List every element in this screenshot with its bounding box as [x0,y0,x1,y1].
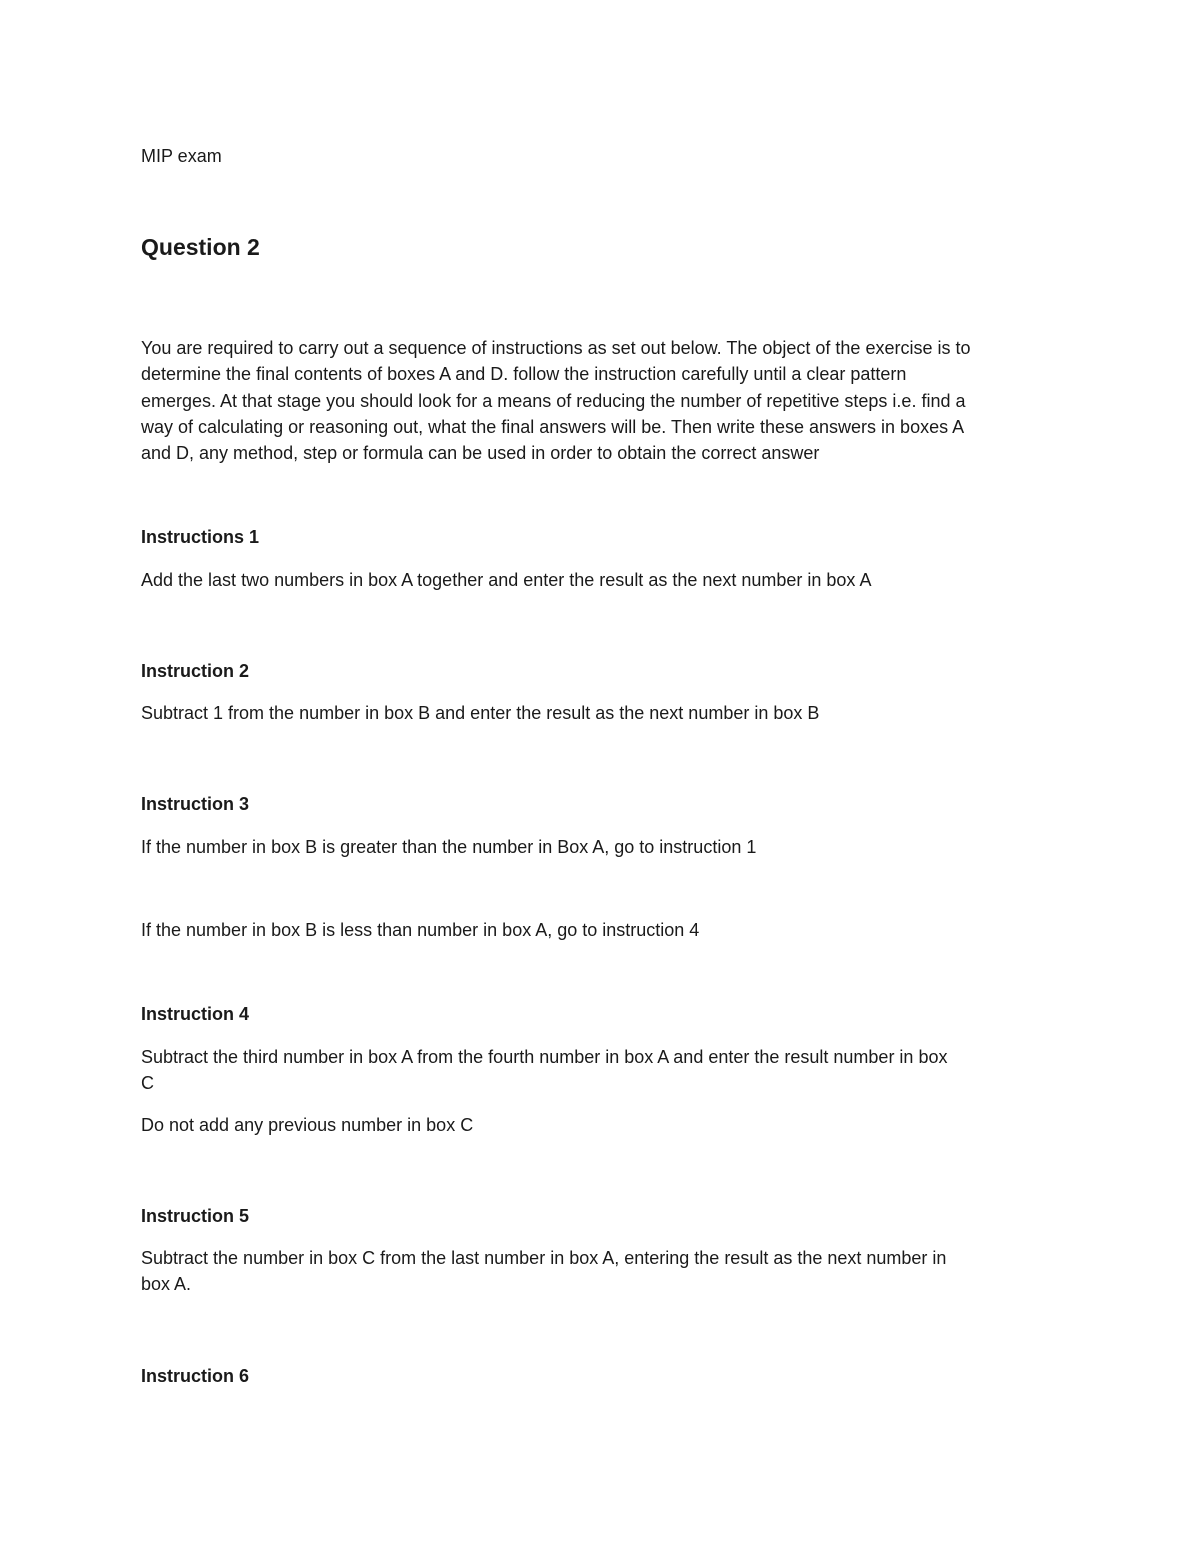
instruction-4-text-2: C [141,1073,154,1093]
document-title: MIP exam [141,146,222,166]
intro-paragraph [141,335,1051,466]
intro-line: determine the final contents of boxes A and D. follow the instruction carefully until a clear pattern [141,364,907,385]
instruction-1-text: Add the last two numbers in box A together and enter the result as the next number in box A [141,570,872,590]
instruction-4-text-3: Do not add any previous number in box C [141,1115,474,1135]
instruction-4-heading: Instruction 4 [141,1004,250,1024]
intro-line: You are required to carry out a sequence of instructions as set out below. The object of the exercise is to [141,338,971,358]
instruction-6-heading: Instruction 6 [141,1366,250,1386]
instruction-1-heading: Instructions 1 [141,527,260,547]
intro-line: way of calculating or reasoning out, what the final answers will be. Then write these answers in boxes A [141,416,965,437]
question-title: Question 2 [141,234,260,260]
instruction-2-text: Subtract 1 from the number in box B and enter the result as the next number in box B [141,703,820,723]
instruction-5-heading: Instruction 5 [141,1206,250,1226]
intro-line: emerges. At that stage you should look for a means of reducing the number of repetitive steps i.e. find a [141,390,966,411]
instruction-5-text-1: Subtract the number in box C from the last number in box A, entering the result as the next number in [141,1248,947,1268]
instruction-5-text-2: box A. [141,1274,192,1294]
instruction-3-heading: Instruction 3 [141,794,250,814]
instruction-4-text-1: Subtract the third number in box A from the fourth number in box A and enter the result number in box [141,1047,948,1067]
instruction-2-heading: Instruction 2 [141,661,250,681]
intro-line: and D, any method, step or formula can be used in order to obtain the correct answer [141,443,820,464]
instruction-3-text-1: If the number in box B is greater than the number in Box A, go to instruction 1 [141,837,757,857]
instruction-3-text-2: If the number in box B is less than number in box A, go to instruction 4 [141,920,700,940]
